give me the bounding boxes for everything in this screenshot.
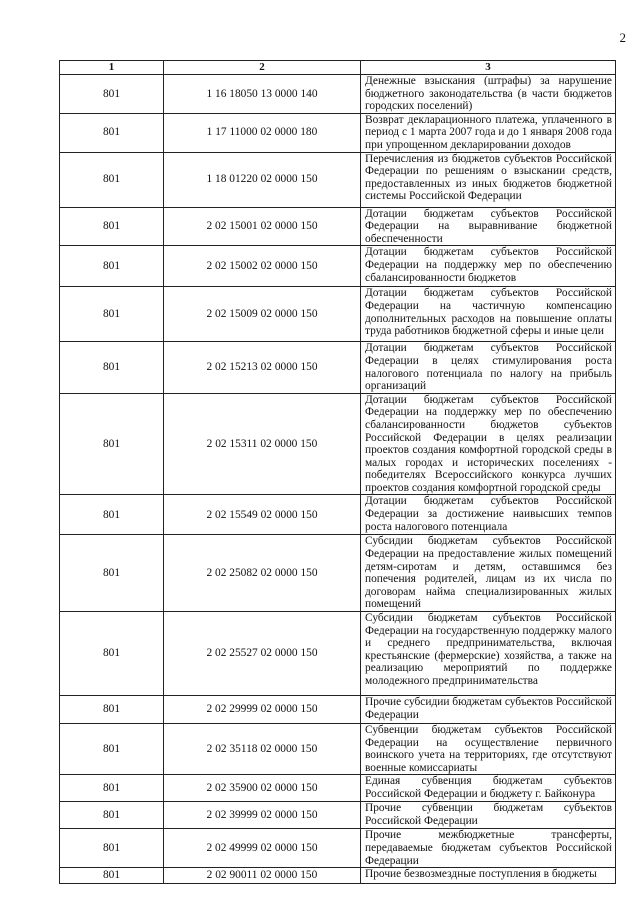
- table-row: [60, 775, 616, 802]
- budget-code-cell: 2 02 15002 02 0000 150: [164, 246, 361, 287]
- budget-code-cell: 2 02 15311 02 0000 150: [164, 393, 361, 495]
- admin-code-cell: 801: [60, 113, 164, 152]
- table-row: [60, 113, 616, 152]
- table-row: [60, 246, 616, 287]
- admin-code-cell: 801: [60, 612, 164, 696]
- admin-code-cell: 801: [60, 75, 164, 114]
- budget-code-cell: 2 02 15213 02 0000 150: [164, 342, 361, 393]
- income-name-cell: Прочие межбюджетные трансферты, передаваемые бюджетам субъектов Российской Федерации: [361, 829, 616, 868]
- income-name-cell: Денежные взыскания (штрафы) за нарушение бюджетного законодательства (в части бюджетов городских поселений): [361, 75, 616, 114]
- admin-code-cell: 801: [60, 287, 164, 342]
- income-name-cell: Прочие безвозмездные поступления в бюджеты: [361, 868, 616, 884]
- budget-code-cell: 2 02 49999 02 0000 150: [164, 829, 361, 868]
- income-name-cell: Дотации бюджетам субъектов Российской Федерации на поддержку мер по обеспечению сбалансированности бюджетов субъектов Российской Федерации в целях реализации проектов создания комфортной городской среды в малых городах и исторических поселениях - победителях Всероссийского конкурса лучших проектов создания комфортной городской среды: [361, 393, 616, 495]
- admin-code-cell: 801: [60, 152, 164, 207]
- budget-code-cell: 2 02 39999 02 0000 150: [164, 802, 361, 829]
- table-row: [60, 152, 616, 207]
- budget-code-cell: 2 02 35118 02 0000 150: [164, 724, 361, 775]
- income-name-cell: Субсидии бюджетам субъектов Российской Федерации на предоставление жилых помещений детям-сиротам и детям, оставшимся без попечения родителей, лицам из их числа по договорам найма специализированных жилых помещений: [361, 535, 616, 612]
- income-name-cell: Дотации бюджетам субъектов Российской Федерации на частичную компенсацию дополнительных расходов на повышение оплаты труда работников бюджетной сферы и иные цели: [361, 287, 616, 342]
- income-name-cell: Возврат декларационного платежа, уплаченного в период с 1 марта 2007 года и до 1 января 2008 года при упрощенном декларировании доходов: [361, 113, 616, 152]
- budget-code-cell: 2 02 29999 02 0000 150: [164, 696, 361, 724]
- admin-code-cell: 801: [60, 393, 164, 495]
- admin-code-cell: 801: [60, 696, 164, 724]
- table-row: [60, 829, 616, 868]
- budget-code-cell: 1 16 18050 13 0000 140: [164, 75, 361, 114]
- admin-code-cell: 801: [60, 829, 164, 868]
- table-row: [60, 393, 616, 495]
- column-header-2: 2: [164, 61, 361, 75]
- column-header-1: 1: [60, 61, 164, 75]
- table-row: [60, 75, 616, 114]
- budget-code-cell: 2 02 25082 02 0000 150: [164, 535, 361, 612]
- table-row: [60, 495, 616, 535]
- admin-code-cell: 801: [60, 342, 164, 393]
- admin-code-cell: 801: [60, 724, 164, 775]
- admin-code-cell: 801: [60, 246, 164, 287]
- column-header-3: 3: [361, 61, 616, 75]
- table-row: [60, 724, 616, 775]
- income-name-cell: Дотации бюджетам субъектов Российской Федерации в целях стимулирования роста налогового потенциала по налогу на прибыль организаций: [361, 342, 616, 393]
- table-row: [60, 207, 616, 246]
- income-name-cell: Субсидии бюджетам субъектов Российской Федерации на государственную поддержку малого и среднего предпринимательства, включая крестьянские (фермерские) хозяйства, а также на реализацию мероприятий по поддержке молодежного предпринимательства: [361, 612, 616, 696]
- page-number: 2: [619, 30, 626, 45]
- budget-code-cell: 2 02 15009 02 0000 150: [164, 287, 361, 342]
- income-name-cell: Субвенции бюджетам субъектов Российской Федерации на осуществление первичного воинского учета на территориях, где отсутствуют военные комиссариаты: [361, 724, 616, 775]
- table-header-row: [60, 61, 616, 75]
- admin-code-cell: 801: [60, 802, 164, 829]
- admin-code-cell: 801: [60, 868, 164, 884]
- table-row: [60, 287, 616, 342]
- income-name-cell: Дотации бюджетам субъектов Российской Федерации за достижение наивысших темпов роста налогового потенциала: [361, 495, 616, 535]
- admin-code-cell: 801: [60, 495, 164, 535]
- budget-code-cell: 2 02 25527 02 0000 150: [164, 612, 361, 696]
- income-name-cell: Прочие субсидии бюджетам субъектов Российской Федерации: [361, 696, 616, 724]
- admin-code-cell: 801: [60, 535, 164, 612]
- budget-code-cell: 2 02 90011 02 0000 150: [164, 868, 361, 884]
- table-row: [60, 696, 616, 724]
- table-row: [60, 802, 616, 829]
- table-row: [60, 342, 616, 393]
- table-row: [60, 535, 616, 612]
- budget-code-cell: 2 02 15549 02 0000 150: [164, 495, 361, 535]
- income-name-cell: Дотации бюджетам субъектов Российской Федерации на поддержку мер по обеспечению сбалансированности бюджетов: [361, 246, 616, 287]
- budget-code-cell: 1 17 11000 02 0000 180: [164, 113, 361, 152]
- income-name-cell: Единая субвенция бюджетам субъектов Российской Федерации и бюджету г. Байконура: [361, 775, 616, 802]
- table-row: [60, 868, 616, 884]
- admin-code-cell: 801: [60, 207, 164, 246]
- income-name-cell: Дотации бюджетам субъектов Российской Федерации на выравнивание бюджетной обеспеченности: [361, 207, 616, 246]
- budget-code-cell: 2 02 15001 02 0000 150: [164, 207, 361, 246]
- budget-code-cell: 2 02 35900 02 0000 150: [164, 775, 361, 802]
- table-row: [60, 612, 616, 696]
- admin-code-cell: 801: [60, 775, 164, 802]
- income-codes-table: [59, 60, 616, 884]
- income-name-cell: Перечисления из бюджетов субъектов Российской Федерации по решениям о взыскании средств, предоставленных из иных бюджетов бюджетной системы Российской Федерации: [361, 152, 616, 207]
- budget-code-cell: 1 18 01220 02 0000 150: [164, 152, 361, 207]
- income-name-cell: Прочие субвенции бюджетам субъектов Российской Федерации: [361, 802, 616, 829]
